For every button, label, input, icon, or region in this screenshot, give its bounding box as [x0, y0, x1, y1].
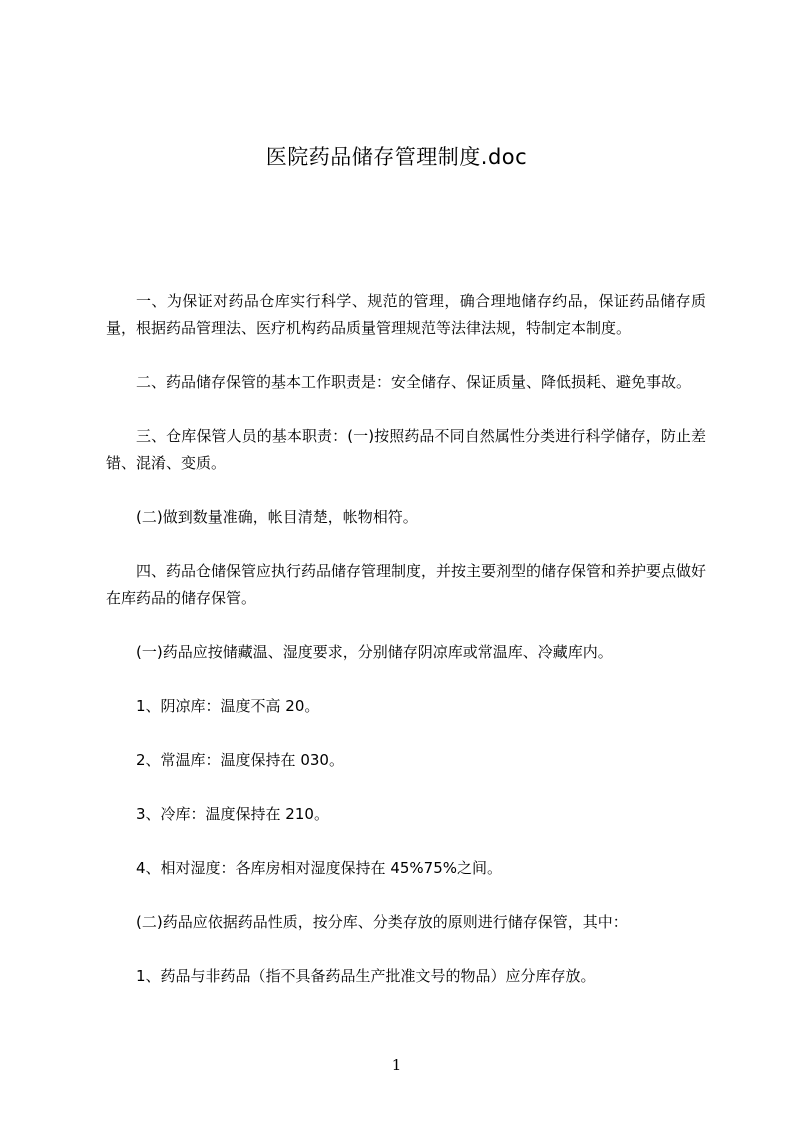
paragraph-8: 2、常温库：温度保持在 030。: [136, 751, 344, 769]
paragraph-11: (二)药品应依据药品性质，按分库、分类存放的原则进行储存保管，其中：: [136, 913, 628, 931]
paragraph-2: 二、药品储存保管的基本工作职责是：安全储存、保证质量、降低损耗、避免事故。: [136, 373, 692, 391]
paragraph-3: 三、仓库保管人员的基本职责：(一)按照药品不同自然属性分类进行科学储存，防止差错、混淆、变质。: [106, 427, 706, 472]
document-body: [106, 288, 706, 990]
paragraph-9: 3、冷库：温度保持在 210。: [136, 805, 329, 823]
document-title: 医院药品储存管理制度.doc: [265, 145, 528, 169]
paragraph-1: 一、为保证对药品仓库实行科学、规范的管理，确合理地储存约品，保证药品储存质量，根据药品管理法、医疗机构药品质量管理规范等法律法规，特制定本制度。: [106, 292, 706, 337]
paragraph-12: 1、药品与非药品（指不具备药品生产批准文号的物品）应分库存放。: [136, 967, 596, 985]
paragraph-10: 4、相对湿度：各库房相对湿度保持在 45%75%之间。: [136, 859, 502, 877]
page-number: 1: [391, 1056, 402, 1074]
paragraph-6: (一)药品应按储藏温、湿度要求，分别储存阴凉库或常温库、冷藏库内。: [136, 643, 613, 661]
paragraph-5: 四、药品仓储保管应执行药品储存管理制度，并按主要剂型的储存保管和养护要点做好在库药品的储存保管。: [106, 562, 707, 607]
paragraph-7: 1、阴凉库：温度不高 20。: [136, 697, 320, 715]
paragraph-4: (二)做到数量准确，帐目清楚，帐物相符。: [136, 508, 418, 526]
